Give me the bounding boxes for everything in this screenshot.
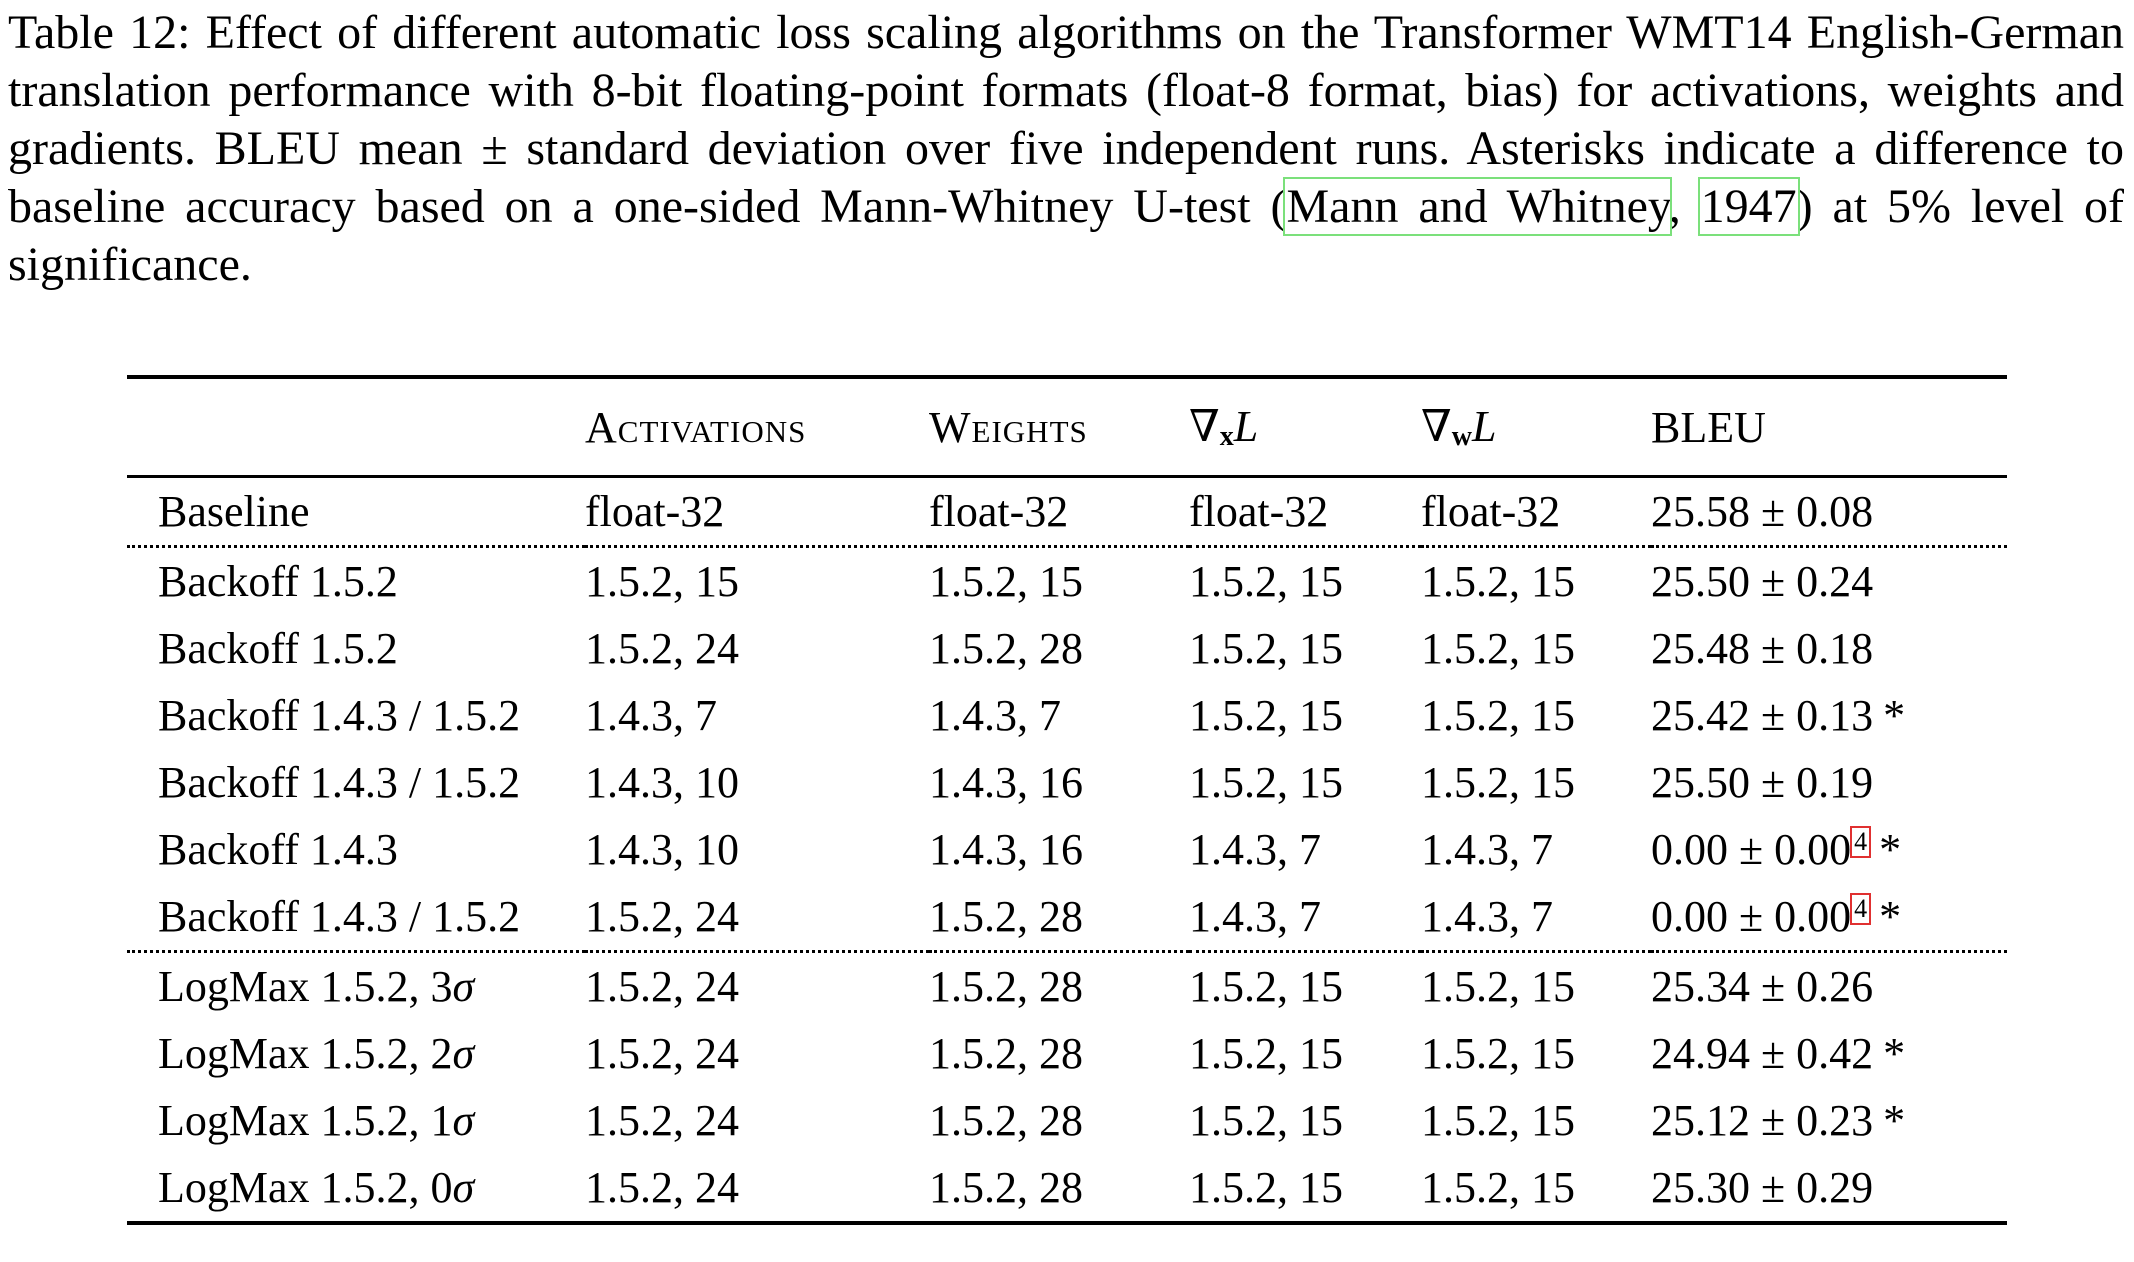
- cell-grad-x: 1.5.2, 15: [1189, 691, 1343, 740]
- sigma-symbol: σ: [452, 962, 475, 1011]
- cell-activations: 1.5.2, 15: [585, 557, 739, 606]
- grad-x-subscript: x: [1219, 421, 1234, 452]
- grad-x-loss: L: [1233, 402, 1259, 451]
- significance-asterisk: *: [1883, 1029, 1906, 1078]
- cell-bleu: [1651, 547, 2007, 616]
- significance-asterisk: *: [1883, 691, 1906, 740]
- cell-weights: 1.4.3, 7: [929, 691, 1061, 740]
- nabla-symbol: ∇: [1189, 402, 1220, 451]
- cell-method: Backoff 1.5.2: [158, 624, 398, 673]
- cell-grad-w: 1.5.2, 15: [1421, 758, 1575, 807]
- bleu-value: 24.94 ± 0.42: [1651, 1029, 1874, 1078]
- caption-text-2: ) at 5% level of significance.: [8, 180, 2125, 291]
- cell-grad-x: 1.5.2, 15: [1189, 1029, 1343, 1078]
- cell-grad-w: 1.4.3, 7: [1421, 883, 1651, 952]
- bleu-value: 25.42 ± 0.13: [1651, 691, 1874, 740]
- cell-activations: 1.5.2, 24: [585, 883, 929, 952]
- bleu-value: 25.12 ± 0.23: [1651, 1096, 1874, 1145]
- bleu-value: 25.30 ± 0.29: [1651, 1163, 1874, 1212]
- table-header-row: [127, 377, 2007, 477]
- grad-w-loss: L: [1471, 402, 1497, 451]
- cell-bleu: [1651, 615, 2007, 682]
- cell-weights: 1.5.2, 28: [929, 1029, 1083, 1078]
- cell-weights: 1.4.3, 16: [929, 825, 1083, 874]
- cell-grad-x: 1.5.2, 15: [1189, 1096, 1343, 1145]
- header-method: [127, 377, 585, 477]
- header-grad-w: [1421, 377, 1651, 477]
- cell-grad-x: 1.5.2, 15: [1189, 624, 1343, 673]
- cell-grad-x: 1.5.2, 15: [1189, 758, 1343, 807]
- cell-method: Backoff 1.4.3: [158, 825, 398, 874]
- cell-bleu: [1651, 1154, 2007, 1223]
- table-row: [127, 1020, 2007, 1087]
- table-row: [127, 952, 2007, 1021]
- caption-text-1: Table 12: Effect of different automatic loss scaling algorithms on the Transformer WMT14 English-German translation performance with 8-bit floating-point formats (float-8 format, bias) for activations, weights and gradients. BLEU mean ± standard deviation over five independent runs. Asterisks indicate a difference to baseline accuracy based on a one-sided Mann-Whitney U-test (: [8, 6, 2124, 233]
- method-label: LogMax 1.5.2, 3: [158, 962, 453, 1011]
- cell-bleu: [1651, 952, 2007, 1021]
- cell-bleu: [1651, 883, 2007, 952]
- cell-method: Baseline: [127, 477, 585, 547]
- cell-method: Backoff 1.4.3 / 1.5.2: [127, 883, 585, 952]
- citation-link-year[interactable]: 1947: [1700, 180, 1797, 233]
- cell-bleu: [1651, 749, 2007, 816]
- cell-bleu: [1651, 1087, 2007, 1154]
- cell-method: Backoff 1.4.3 / 1.5.2: [158, 691, 521, 740]
- cell-method: Backoff 1.5.2: [158, 557, 398, 606]
- method-label: LogMax 1.5.2, 2: [158, 1029, 453, 1078]
- cell-grad-w: 1.5.2, 15: [1421, 691, 1575, 740]
- cell-weights: 1.5.2, 28: [929, 883, 1189, 952]
- sigma-symbol: σ: [452, 1029, 475, 1078]
- cell-grad-x: 1.5.2, 15: [1189, 1154, 1421, 1223]
- citation-separator: ,: [1668, 180, 1701, 233]
- table-caption: [8, 4, 2124, 294]
- cell-activations: 1.4.3, 10: [585, 758, 739, 807]
- table-row: [127, 1154, 2007, 1223]
- cell-method: Backoff 1.4.3 / 1.5.2: [158, 758, 521, 807]
- table-row: [127, 615, 2007, 682]
- cell-activations: 1.4.3, 7: [585, 691, 717, 740]
- header-grad-x: [1189, 377, 1421, 477]
- cell-weights: 1.5.2, 28: [929, 624, 1083, 673]
- cell-weights: 1.5.2, 28: [929, 1096, 1083, 1145]
- cell-grad-x: 1.5.2, 15: [1189, 962, 1343, 1011]
- cell-activations: 1.5.2, 24: [585, 1154, 929, 1223]
- cell-grad-w: 1.5.2, 15: [1421, 624, 1575, 673]
- bleu-value: 25.50 ± 0.24: [1651, 557, 1874, 606]
- table-body: [127, 477, 2007, 1224]
- header-activations: Activations: [585, 377, 929, 477]
- method-label: LogMax 1.5.2, 1: [158, 1096, 453, 1145]
- table-row: [127, 682, 2007, 749]
- cell-activations: 1.5.2, 24: [585, 962, 739, 1011]
- cell-grad-x: float-32: [1189, 477, 1421, 547]
- cell-activations: 1.5.2, 24: [585, 624, 739, 673]
- table-row: [127, 547, 2007, 616]
- header-bleu: BLEU: [1651, 377, 2007, 477]
- cell-weights: 1.5.2, 28: [929, 962, 1083, 1011]
- cell-weights: float-32: [929, 477, 1189, 547]
- method-label: LogMax 1.5.2, 0: [158, 1163, 453, 1212]
- cell-grad-w: 1.4.3, 7: [1421, 825, 1553, 874]
- sigma-symbol: σ: [452, 1163, 475, 1212]
- sigma-symbol: σ: [452, 1096, 475, 1145]
- cell-method: [127, 952, 585, 1021]
- cell-method: [127, 1154, 585, 1223]
- cell-weights: 1.4.3, 16: [929, 758, 1083, 807]
- cell-grad-w: 1.5.2, 15: [1421, 1154, 1651, 1223]
- footnote-link[interactable]: 4: [1854, 827, 1868, 856]
- table-row: [127, 816, 2007, 883]
- significance-asterisk: *: [1879, 892, 1902, 941]
- bleu-value: 25.58 ± 0.08: [1651, 487, 1874, 536]
- cell-bleu: [1651, 1020, 2007, 1087]
- cell-grad-w: 1.5.2, 15: [1421, 1096, 1575, 1145]
- footnote-link[interactable]: 4: [1854, 894, 1868, 923]
- cell-activations: float-32: [585, 477, 929, 547]
- significance-asterisk: *: [1883, 1096, 1906, 1145]
- cell-grad-x: 1.5.2, 15: [1189, 557, 1343, 606]
- cell-grad-w: 1.5.2, 15: [1421, 1029, 1575, 1078]
- grad-w-subscript: w: [1451, 421, 1472, 452]
- citation-link-authors[interactable]: Mann and Whitney: [1286, 180, 1669, 233]
- cell-bleu: [1651, 682, 2007, 749]
- cell-weights: 1.5.2, 15: [929, 557, 1083, 606]
- bleu-value: 25.34 ± 0.26: [1651, 962, 1874, 1011]
- cell-grad-w: 1.5.2, 15: [1421, 962, 1575, 1011]
- bleu-value: 25.48 ± 0.18: [1651, 624, 1874, 673]
- results-table: [127, 375, 2007, 1225]
- cell-grad-w: float-32: [1421, 477, 1651, 547]
- cell-activations: 1.5.2, 24: [585, 1096, 739, 1145]
- cell-method: [127, 1087, 585, 1154]
- results-table-container: [127, 375, 2007, 1225]
- cell-bleu: [1651, 816, 2007, 883]
- bleu-value: 0.00 ± 0.00: [1651, 892, 1852, 941]
- cell-activations: 1.4.3, 10: [585, 825, 739, 874]
- table-row: [127, 1087, 2007, 1154]
- cell-grad-w: 1.5.2, 15: [1421, 557, 1575, 606]
- cell-bleu: [1651, 477, 2007, 547]
- cell-activations: 1.5.2, 24: [585, 1029, 739, 1078]
- cell-grad-x: 1.4.3, 7: [1189, 825, 1321, 874]
- table-row: [127, 749, 2007, 816]
- header-weights: Weights: [929, 377, 1189, 477]
- cell-grad-x: 1.4.3, 7: [1189, 883, 1421, 952]
- significance-asterisk: *: [1879, 825, 1902, 874]
- table-row: [127, 477, 2007, 547]
- bleu-value: 0.00 ± 0.00: [1651, 825, 1852, 874]
- nabla-symbol: ∇: [1421, 402, 1452, 451]
- cell-weights: 1.5.2, 28: [929, 1154, 1189, 1223]
- cell-method: [127, 1020, 585, 1087]
- table-row: [127, 883, 2007, 952]
- bleu-value: 25.50 ± 0.19: [1651, 758, 1874, 807]
